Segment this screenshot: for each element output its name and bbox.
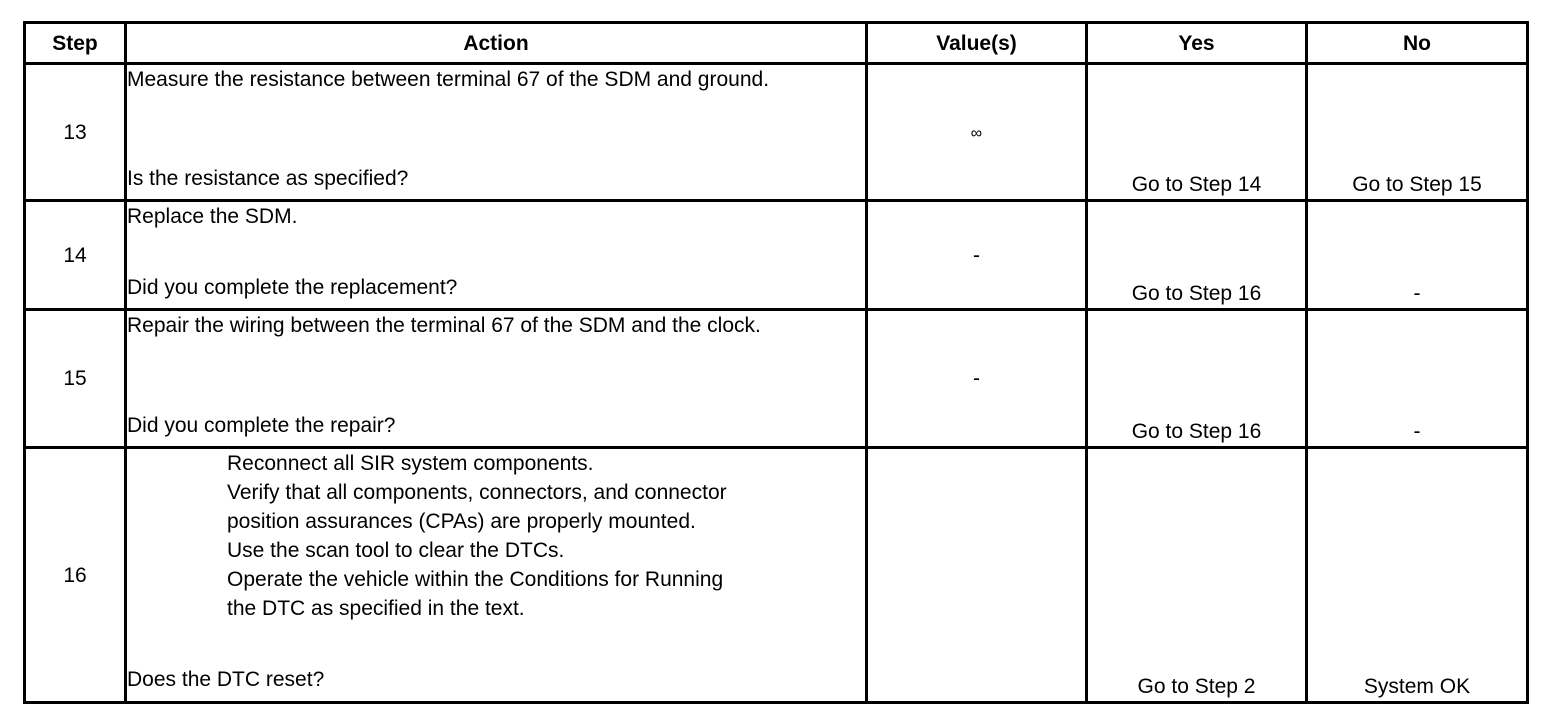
action-cell <box>126 448 867 703</box>
header-no: No <box>1307 23 1528 64</box>
step-number: 16 <box>25 448 126 703</box>
no-cell: - <box>1307 310 1528 448</box>
action-steps-list <box>127 449 737 623</box>
yes-cell: Go to Step 14 <box>1087 64 1307 201</box>
action-cell <box>126 310 867 448</box>
value-cell <box>867 448 1087 703</box>
value-cell: - <box>867 201 1087 310</box>
header-step: Step <box>25 23 126 64</box>
action-cell <box>126 201 867 310</box>
action-step: Reconnect all SIR system components. <box>227 452 594 475</box>
action-step: Use the scan tool to clear the DTCs. <box>227 539 565 562</box>
value-cell: - <box>867 310 1087 448</box>
yes-cell: Go to Step 16 <box>1087 310 1307 448</box>
action-question: Does the DTC reset? <box>127 668 325 691</box>
action-question: Is the resistance as specified? <box>127 167 409 190</box>
no-cell: System OK <box>1307 448 1528 703</box>
action-instruction: Replace the SDM. <box>127 205 298 228</box>
action-step: Operate the vehicle within the Conditions for Running the DTC as specified in the text. <box>227 568 724 620</box>
diagnostic-table <box>23 21 1529 704</box>
action-step: Verify that all components, connectors, and connector position assurances (CPAs) are properly mounted. <box>227 481 727 533</box>
header-action: Action <box>126 23 867 64</box>
table-row <box>25 201 1528 310</box>
step-number: 13 <box>25 64 126 201</box>
header-values: Value(s) <box>867 23 1087 64</box>
yes-cell: Go to Step 2 <box>1087 448 1307 703</box>
yes-cell: Go to Step 16 <box>1087 201 1307 310</box>
step-number: 14 <box>25 201 126 310</box>
table-row <box>25 448 1528 703</box>
no-cell: - <box>1307 201 1528 310</box>
table-row <box>25 310 1528 448</box>
action-question: Did you complete the replacement? <box>127 276 458 299</box>
header-yes: Yes <box>1087 23 1307 64</box>
no-cell: Go to Step 15 <box>1307 64 1528 201</box>
action-instruction: Repair the wiring between the terminal 67 of the SDM and the clock. <box>127 314 761 337</box>
action-cell <box>126 64 867 201</box>
value-cell <box>867 64 1087 201</box>
header-row <box>25 23 1528 64</box>
step-number: 15 <box>25 310 126 448</box>
action-question: Did you complete the repair? <box>127 414 396 437</box>
infinity-value: ∞ <box>970 124 983 142</box>
action-instruction: Measure the resistance between terminal 67 of the SDM and ground. <box>127 68 770 91</box>
table-row <box>25 64 1528 201</box>
